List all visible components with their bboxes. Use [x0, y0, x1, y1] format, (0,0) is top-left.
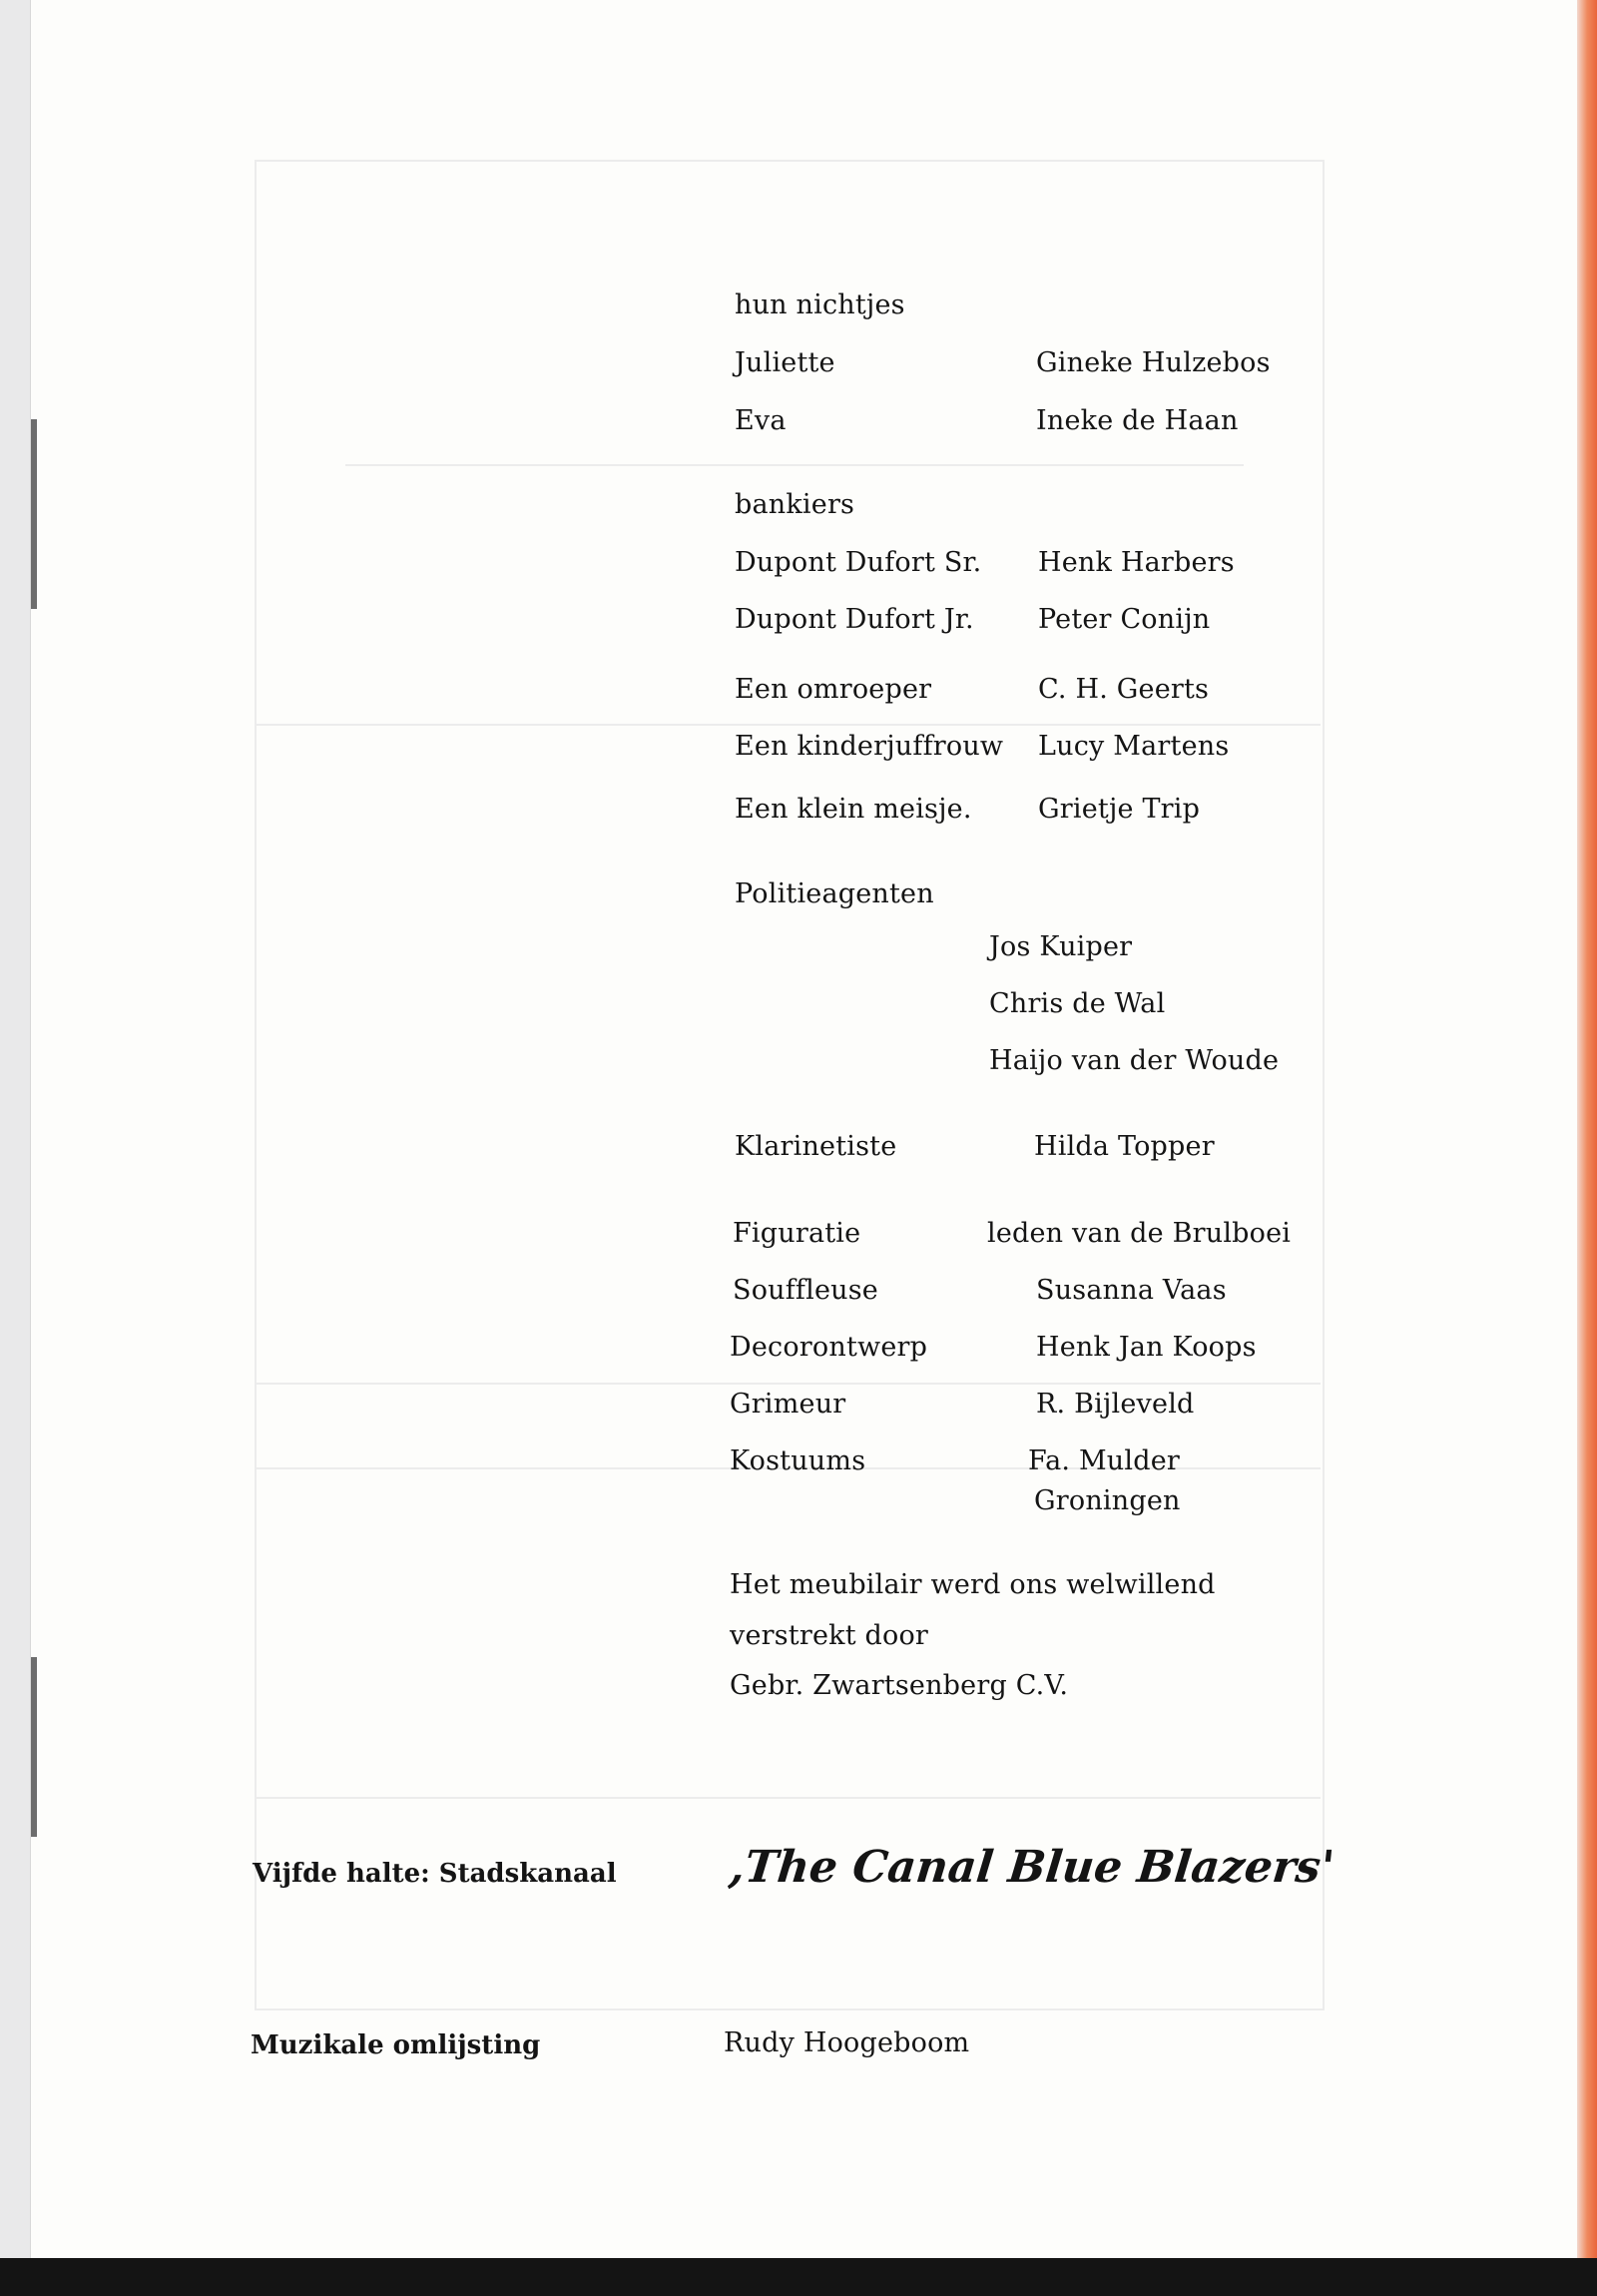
- actor-dupont-jr: Peter Conijn: [1038, 604, 1211, 635]
- label-figuratie: Figuratie: [733, 1218, 861, 1249]
- muziek-value: Rudy Hoogeboom: [724, 2027, 970, 2058]
- staple-mark-top: [31, 419, 37, 609]
- value-decorontwerp: Henk Jan Koops: [1036, 1332, 1257, 1363]
- show-through-rule: [345, 464, 1244, 466]
- role-dupont-sr: Dupont Dufort Sr.: [735, 547, 982, 578]
- actor-eva: Ineke de Haan: [1036, 405, 1239, 436]
- group-heading-bankiers: bankiers: [735, 489, 855, 520]
- halte-label: Vijfde halte: Stadskanaal: [253, 1859, 617, 1889]
- group-heading-nichtjes: hun nichtjes: [735, 289, 905, 320]
- value-kostuums-2: Groningen: [1034, 1485, 1181, 1516]
- actor-dupont-sr: Henk Harbers: [1038, 547, 1235, 578]
- value-figuratie: leden van de Brulboei: [987, 1218, 1292, 1249]
- actor-politie-3: Haijo van der Woude: [989, 1045, 1280, 1076]
- role-juliette: Juliette: [735, 347, 835, 378]
- scan-border: [0, 2258, 1597, 2296]
- band-name: ,The Canal Blue Blazers': [727, 1842, 1337, 1893]
- label-grimeur: Grimeur: [730, 1389, 846, 1420]
- group-heading-politieagenten: Politieagenten: [735, 878, 934, 909]
- role-omroeper: Een omroeper: [735, 674, 932, 705]
- show-through-rule: [255, 1797, 1321, 1799]
- show-through-frame: [255, 160, 1325, 2010]
- role-dupont-jr: Dupont Dufort Jr.: [735, 604, 974, 635]
- staple-mark-bottom: [31, 1657, 37, 1837]
- actor-juliette: Gineke Hulzebos: [1036, 347, 1271, 378]
- role-kinderjuffrouw: Een kinderjuffrouw: [735, 731, 1004, 762]
- actor-klarinetiste: Hilda Topper: [1034, 1131, 1215, 1162]
- show-through-rule: [255, 1383, 1321, 1385]
- label-decorontwerp: Decorontwerp: [730, 1332, 928, 1363]
- actor-omroeper: C. H. Geerts: [1038, 674, 1210, 705]
- muziek-label: Muzikale omlijsting: [251, 2030, 541, 2060]
- role-klarinetiste: Klarinetiste: [735, 1131, 897, 1162]
- role-eva: Eva: [735, 405, 787, 436]
- role-klein-meisje: Een klein meisje.: [735, 794, 972, 825]
- credit-line-3: Gebr. Zwartsenberg C.V.: [730, 1670, 1069, 1701]
- value-kostuums-1: Fa. Mulder: [1028, 1445, 1181, 1476]
- value-grimeur: R. Bijleveld: [1036, 1389, 1195, 1420]
- credit-line-2: verstrekt door: [730, 1620, 929, 1651]
- actor-klein-meisje: Grietje Trip: [1038, 794, 1201, 825]
- label-souffleuse: Souffleuse: [733, 1275, 878, 1306]
- program-page: [30, 0, 1578, 2258]
- label-kostuums: Kostuums: [730, 1445, 866, 1476]
- show-through-rule: [255, 724, 1321, 726]
- actor-kinderjuffrouw: Lucy Martens: [1038, 731, 1230, 762]
- page-edge-orange: [1577, 0, 1597, 2258]
- actor-politie-2: Chris de Wal: [989, 988, 1166, 1019]
- value-souffleuse: Susanna Vaas: [1036, 1275, 1227, 1306]
- credit-line-1: Het meubilair werd ons welwillend: [730, 1569, 1216, 1600]
- actor-politie-1: Jos Kuiper: [989, 931, 1133, 962]
